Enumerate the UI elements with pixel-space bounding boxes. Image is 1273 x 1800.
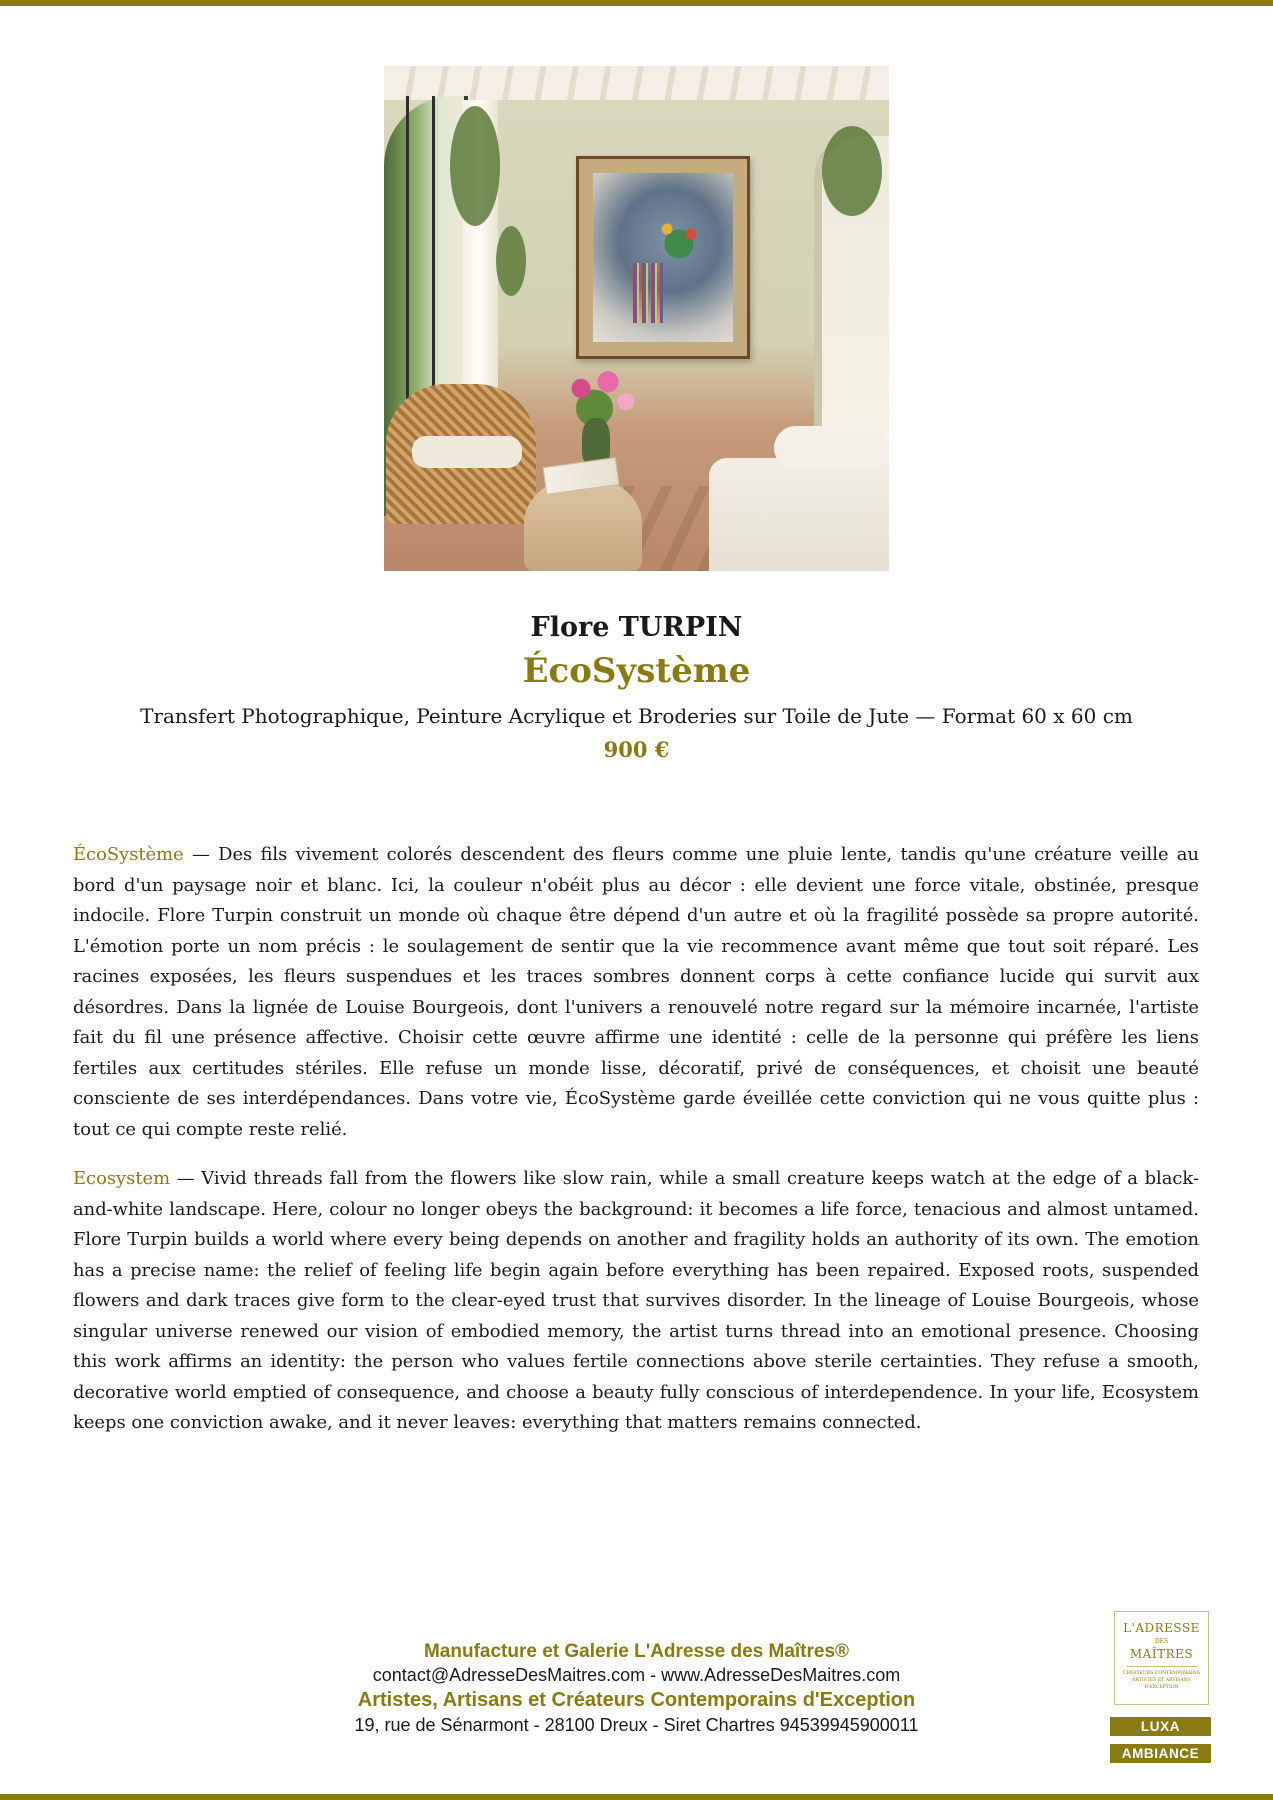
side-table [524,476,642,571]
ceiling-beams [384,66,889,100]
framed-artwork [576,156,750,359]
gallery-name: Manufacture et Galerie L'Adresse des Maîtres® [423,1641,850,1662]
bolster-pillow [774,426,889,470]
top-rule [0,0,1273,6]
gallery-tagline: Artistes, Artisans et Créateurs Contemporains d'Exception [357,1689,916,1711]
gallery-logo [1114,1611,1209,1705]
vine [822,126,882,216]
daybed [709,458,889,571]
artwork-price: 900 € [603,737,670,762]
logo-text-2: DES [1154,1638,1169,1645]
logo-text-1: L'ADRESSE [1123,1621,1200,1635]
bottom-rule [0,1794,1273,1800]
artwork-canvas [593,173,733,342]
contact-line: contact@AdresseDesMaitres.com - www.AdresseDesMaitres.com [372,1665,901,1685]
artwork-photo [384,66,889,571]
footer [0,1640,1273,1737]
description-english-lead: Ecosystem [73,1168,171,1189]
address-line: 19, rue de Sénarmont - 28100 Dreux - Siret Chartres 94539945900011 [354,1715,919,1735]
luxa-badge: LUXA [1110,1717,1211,1736]
description-english-text: — Vivid threads fall from the flowers like slow rain, while a small creature keeps watch at the edge of a black-and-white landscape. Here, colour no longer obeys the background: it becomes a life force, tenacious and almost untamed. Flore Turpin builds a world where every being depends on another and fragility holds an authority of its own. The emotion has a precise name: the relief of feeling life begin again before everything has been repaired. Exposed roots, suspended flowers and dark traces give form to the clear-eyed trust that survives disorder. In the lineage of Louise Bourgeois, whose singular universe renewed our vision of embodied memory, the artist turns thread into an emotional presence. Choosing this work affirms an identity: the person who values fertile connections above sterile certainties. They refuse a smooth, decorative world emptied of consequence, and choose a beauty fully conscious of interdependence. In your life, Ecosystem keeps one conviction awake, and it never leaves: everything that matters remains connected. [73,1168,1199,1433]
vine [496,226,526,296]
artwork-technique: Transfert Photographique, Peinture Acrylique et Broderies sur Toile de Jute — Format 60 x 60 cm [140,704,1133,728]
logo-text-3: MAÎTRES [1129,1647,1194,1661]
description-english [73,1164,1199,1439]
description-french-text: — Des fils vivement colorés descendent des fleurs comme une pluie lente, tandis qu'une créature veille au bord d'un paysage noir et blanc. Ici, la couleur n'obéit plus au décor : elle devient une force vitale, obstinée, presque indocile. Flore Turpin construit un monde où chaque être dépend d'un autre et où la fragilité possède sa propre autorité. L'émotion porte un nom précis : le soulagement de sentir que la vie recommence avant même que tout soit réparé. Les racines exposées, les fleurs suspendues et les traces sombres donnent corps à cette confiance lucide qui survit aux désordres. Dans la lignée de Louise Bourgeois, dont l'univers a renouvelé notre regard sur la mémoire incarnée, l'artiste fait du fil une présence affective. Choisir cette œuvre affirme une identité : celle de la personne qui préfère les liens fertiles aux certitudes stériles. Elle refuse un monde lisse, décoratif, privé de conséquences, et choisit une beauté consciente de ses interdépendances. Dans votre vie, ÉcoSystème garde éveillée cette conviction qui ne vous quitte plus : tout ce qui compte reste relié. [73,844,1199,1140]
artwork-title: ÉcoSystème [522,651,751,691]
chair-cushion [412,436,522,468]
artist-name: Flore TURPIN [530,612,743,643]
description-french [73,840,1199,1145]
ambiance-badge: AMBIANCE [1110,1744,1211,1763]
description-french-lead: ÉcoSystème [73,844,184,865]
logo-tagline: CRÉATEURS CONTEMPORAINS ARTISTES ET ARTISANS D'EXCEPTION [1123,1671,1200,1690]
vine [450,106,500,226]
